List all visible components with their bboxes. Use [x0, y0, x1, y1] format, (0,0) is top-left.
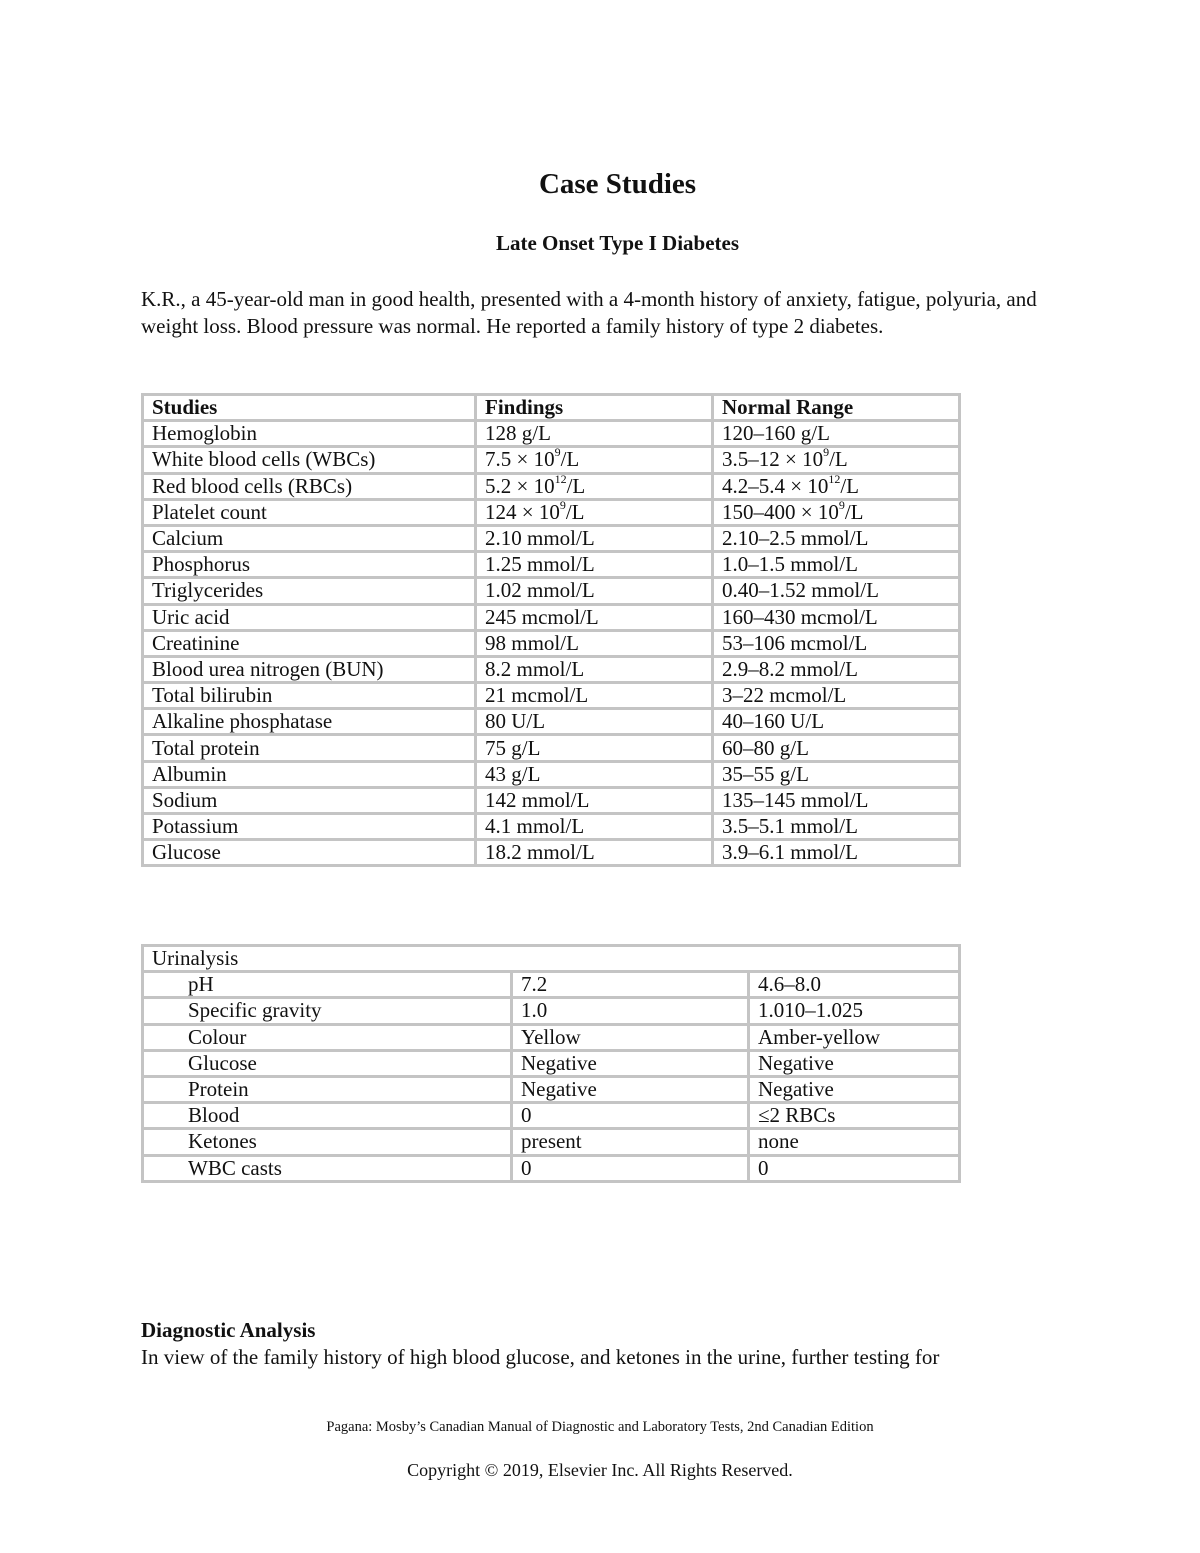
finding-value: 4.1 mmol/L	[476, 814, 713, 840]
table-row	[143, 972, 960, 998]
finding-value: $7.5 \times 10^9/L$	[476, 447, 713, 473]
finding-value: 80 U/L	[476, 709, 713, 735]
studies-table	[141, 393, 961, 867]
table-row	[143, 761, 960, 787]
normal-range: 53–106 mcmol/L	[713, 630, 960, 656]
diagnostic-heading: Diagnostic Analysis	[141, 1318, 316, 1342]
table-row	[143, 525, 960, 551]
finding-value: 21 mcmol/L	[476, 683, 713, 709]
finding-value: Yellow	[512, 1024, 749, 1050]
study-name: Glucose	[143, 840, 476, 866]
table-row	[143, 1103, 960, 1129]
study-name: Hemoglobin	[143, 421, 476, 447]
normal-range: 4.6–8.0	[749, 972, 960, 998]
finding-value: 18.2 mmol/L	[476, 840, 713, 866]
finding-value: 1.0	[512, 998, 749, 1024]
normal-range: Amber-yellow	[749, 1024, 960, 1050]
urinalysis-test: Blood	[143, 1103, 512, 1129]
normal-range: $4.2-5.4 \times 10^{12}/L$	[713, 473, 960, 499]
finding-value: 0	[512, 1103, 749, 1129]
table-row	[143, 604, 960, 630]
page-title: Case Studies	[538, 168, 697, 200]
normal-range: ≤2 RBCs	[749, 1103, 960, 1129]
finding-value: 75 g/L	[476, 735, 713, 761]
column-header: Normal Range	[713, 395, 960, 421]
column-header: Studies	[143, 395, 476, 421]
table-row	[143, 499, 960, 525]
table-row	[143, 814, 960, 840]
finding-value: 7.2	[512, 972, 749, 998]
table-row	[143, 1024, 960, 1050]
table-row	[143, 447, 960, 473]
urinalysis-heading: Urinalysis	[143, 946, 960, 972]
finding-value: Negative	[512, 1076, 749, 1102]
finding-value: $124 \times 10^9/L$	[476, 499, 713, 525]
finding-value: 245 mcmol/L	[476, 604, 713, 630]
study-name: Triglycerides	[143, 578, 476, 604]
urinalysis-test: Specific gravity	[143, 998, 512, 1024]
normal-range: Negative	[749, 1050, 960, 1076]
finding-value: Negative	[512, 1050, 749, 1076]
table-row	[143, 683, 960, 709]
table-row	[143, 787, 960, 813]
finding-value: 1.25 mmol/L	[476, 552, 713, 578]
finding-value: present	[512, 1129, 749, 1155]
table-row	[143, 656, 960, 682]
table-row	[143, 630, 960, 656]
urinalysis-test: pH	[143, 972, 512, 998]
normal-range: 3.5–5.1 mmol/L	[713, 814, 960, 840]
case-subtitle: Late Onset Type I Diabetes	[495, 231, 740, 255]
urinalysis-test: WBC casts	[143, 1155, 512, 1181]
column-header: Findings	[476, 395, 713, 421]
urinalysis-table	[141, 944, 961, 1183]
normal-range: Negative	[749, 1076, 960, 1102]
urinalysis-test: Protein	[143, 1076, 512, 1102]
normal-range: 160–430 mcmol/L	[713, 604, 960, 630]
study-name: Albumin	[143, 761, 476, 787]
case-intro: K.R., a 45-year-old man in good health, presented with a 4-month history of anxiety, fatigue, polyuria, and weight loss. Blood pressure was normal. He reported a family history of type 2 diabetes.	[141, 287, 1037, 338]
normal-range: $150-400 \times 10^9/L$	[713, 499, 960, 525]
urinalysis-test: Ketones	[143, 1129, 512, 1155]
finding-value: 2.10 mmol/L	[476, 525, 713, 551]
table-row	[143, 1129, 960, 1155]
normal-range: 1.0–1.5 mmol/L	[713, 552, 960, 578]
study-name: Blood urea nitrogen (BUN)	[143, 656, 476, 682]
table-row	[143, 552, 960, 578]
normal-range: 1.010–1.025	[749, 998, 960, 1024]
table-row	[143, 709, 960, 735]
normal-range: 120–160 g/L	[713, 421, 960, 447]
table-row	[143, 1155, 960, 1181]
urinalysis-test: Glucose	[143, 1050, 512, 1076]
normal-range: 35–55 g/L	[713, 761, 960, 787]
normal-range: 2.9–8.2 mmol/L	[713, 656, 960, 682]
study-name: Sodium	[143, 787, 476, 813]
finding-value: 98 mmol/L	[476, 630, 713, 656]
study-name: Total protein	[143, 735, 476, 761]
normal-range: 40–160 U/L	[713, 709, 960, 735]
footer-copyright: Copyright © 2019, Elsevier Inc. All Rights Reserved.	[407, 1460, 793, 1480]
table-row	[143, 1076, 960, 1102]
study-name: Creatinine	[143, 630, 476, 656]
study-name: White blood cells (WBCs)	[143, 447, 476, 473]
normal-range: none	[749, 1129, 960, 1155]
finding-value: 128 g/L	[476, 421, 713, 447]
finding-value: 0	[512, 1155, 749, 1181]
table-row	[143, 998, 960, 1024]
urinalysis-heading-row	[143, 946, 960, 972]
normal-range: 0	[749, 1155, 960, 1181]
study-name: Potassium	[143, 814, 476, 840]
normal-range: 60–80 g/L	[713, 735, 960, 761]
study-name: Red blood cells (RBCs)	[143, 473, 476, 499]
footer-source: Pagana: Mosby’s Canadian Manual of Diagnostic and Laboratory Tests, 2nd Canadian Edition	[326, 1419, 874, 1435]
finding-value: 1.02 mmol/L	[476, 578, 713, 604]
study-name: Alkaline phosphatase	[143, 709, 476, 735]
study-name: Total bilirubin	[143, 683, 476, 709]
normal-range: 135–145 mmol/L	[713, 787, 960, 813]
finding-value: $5.2 \times 10^{12}/L$	[476, 473, 713, 499]
normal-range: 3–22 mcmol/L	[713, 683, 960, 709]
study-name: Platelet count	[143, 499, 476, 525]
table-header-row	[143, 395, 960, 421]
normal-range: $3.5-12 \times 10^9/L$	[713, 447, 960, 473]
finding-value: 8.2 mmol/L	[476, 656, 713, 682]
table-row	[143, 735, 960, 761]
table-row	[143, 1050, 960, 1076]
normal-range: 2.10–2.5 mmol/L	[713, 525, 960, 551]
study-name: Phosphorus	[143, 552, 476, 578]
study-name: Calcium	[143, 525, 476, 551]
diagnostic-text: In view of the family history of high blood glucose, and ketones in the urine, further testing for	[141, 1345, 940, 1369]
table-row	[143, 421, 960, 447]
urinalysis-test: Colour	[143, 1024, 512, 1050]
finding-value: 142 mmol/L	[476, 787, 713, 813]
table-row	[143, 473, 960, 499]
normal-range: 3.9–6.1 mmol/L	[713, 840, 960, 866]
table-row	[143, 578, 960, 604]
study-name: Uric acid	[143, 604, 476, 630]
table-row	[143, 840, 960, 866]
normal-range: 0.40–1.52 mmol/L	[713, 578, 960, 604]
finding-value: 43 g/L	[476, 761, 713, 787]
